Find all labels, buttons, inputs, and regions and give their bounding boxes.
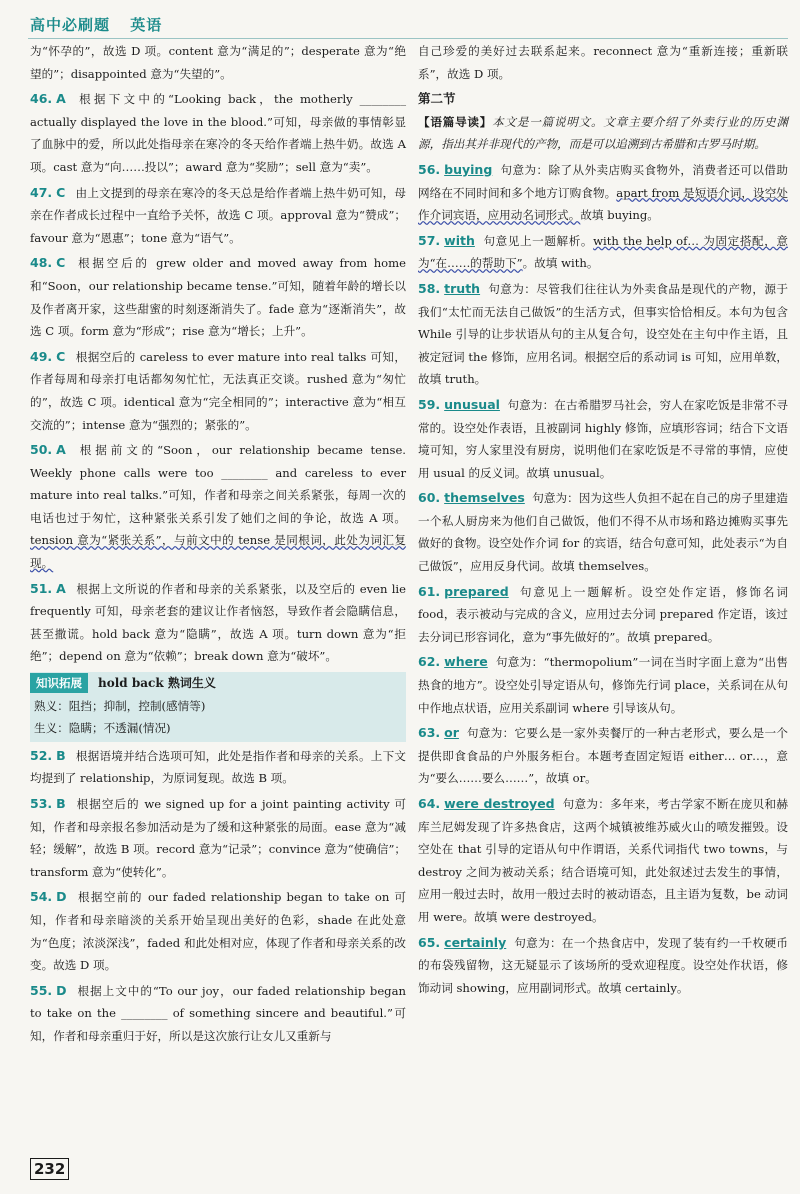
answer-item-53 bbox=[30, 793, 406, 883]
explanation: 句意为：因为这些人负担不起在自己的房子里建造一个私人厨房来为他们自己做饭，他们不得不从市场和路边摊购买事先做好的食物。设空处作介词 for 的宾语，结合句意可知，此处表示“为自己做饭”，应用反身代词。故填 themselves。 bbox=[418, 491, 788, 574]
item-number: 61. bbox=[418, 583, 441, 599]
explanation: 根据空前的 our faded relationship began to take on 可知，作者和母亲暗淡的关系开始呈现出美好的色彩，shade 在此处意为“色度；浓淡深浅”，faded 和此处相对应，体现了作者和母亲关系的改变。故选 D 项。 bbox=[30, 890, 406, 973]
book-title: 高中必刷题 bbox=[30, 16, 111, 34]
explanation: 句意为：它要么是一家外卖餐厅的一种古老形式，要么是一个提供即食食品的户外服务柜台。本题考查固定短语 either… or…，意为“要么……要么……”，故填 or。 bbox=[418, 726, 788, 786]
explanation: 根据空后的 we signed up for a joint painting activity 可知，作者和母亲报名参加活动是为了缓和这种紧张的局面。ease 意为“减轻；缓解”，故选 B 项。record 意为“记录”；convince 意为“使确信”；transform 意为“使转化”。 bbox=[30, 797, 406, 879]
explanation: 句意为：在古希腊罗马社会，穷人在家吃饭是非常不寻常的。设空处作表语，且被副词 highly 修饰，应填形容词；结合下文语境可知，穷人家里没有厨房，说明他们在家吃饭是不寻常的事情，应使用 usual 的反义词。故填 unusual。 bbox=[418, 397, 788, 480]
page-header bbox=[30, 14, 176, 38]
answer-item-62 bbox=[418, 651, 788, 719]
answer-option: D bbox=[56, 982, 67, 998]
item-number: 59. bbox=[418, 396, 441, 412]
answer-word: buying bbox=[444, 161, 493, 177]
item-number: 48. bbox=[30, 255, 53, 271]
item-number: 49. bbox=[30, 348, 53, 364]
item-number: 52. bbox=[30, 747, 53, 763]
explanation: 根据上文所说的作者和母亲的关系紧张，以及空后的 even lie frequently 可知，母亲老套的建议让作者恼怒，导致作者会隐瞒信息，甚至撒谎。hold back 意为“隐瞒”，故选 A 项。turn down 意为“拒绝”；depend on 意为“依赖”；break down 意为“破坏”。 bbox=[30, 581, 406, 664]
underlined-note: with the help of… 为固定搭配，意为“在……的帮助下” bbox=[418, 233, 788, 271]
answer-item-46 bbox=[30, 88, 406, 178]
item-number: 64. bbox=[418, 796, 441, 811]
item-number: 55. bbox=[30, 982, 53, 998]
answer-item-51 bbox=[30, 578, 406, 668]
knowledge-tag: 知识拓展 bbox=[30, 673, 88, 693]
answer-item-61 bbox=[418, 581, 788, 649]
answer-item-54 bbox=[30, 886, 406, 976]
explanation: 句意为：尽管我们往往认为外卖食品是现代的产物，源于我们“太忙而无法自己做饭”的生活方式，但事实恰恰相反。本句为包含 While 引导的让步状语从句的主从复合句，设空处在主句中作主语，且被定冠词 the 修饰，应用名词。根据空后的系动词 is 可知，应用单数，故填 truth。 bbox=[418, 281, 788, 387]
answer-item-52 bbox=[30, 745, 406, 790]
explanation-tail: 。故填 with。 bbox=[522, 256, 599, 271]
underlined-note: tension 意为“紧张关系”，与前文中的 tense 是同根词，此处为词汇复现。 bbox=[30, 533, 406, 571]
right-column bbox=[418, 40, 788, 999]
continued-text: 自己珍爱的美好过去联系起来。reconnect 意为“重新连接；重新联系”，故选 D 项。 bbox=[418, 44, 788, 81]
header-divider bbox=[28, 38, 788, 39]
answer-item-56 bbox=[418, 159, 788, 227]
explanation: 根据下文中的“Looking back，the motherly ________ actually displayed the love in the blood.”可知，母亲做的事情彰显了血脉中的爱，所以此处指母亲在寒冷的冬天给作者端上热牛奶。故选 A 项。cast 意为“向……投以”；award 意为“奖励”；sell 意为“卖”。 bbox=[30, 92, 406, 174]
item-number: 47. bbox=[30, 184, 53, 200]
explanation: 句意见上一题解析。设空处作定语，修饰名词 food，表示被动与完成的含义，应用过去分词 prepared 作定语，该过去分词已形容词化，意为“事先做好的”。故填 prepared。 bbox=[418, 584, 788, 644]
answer-item-58 bbox=[418, 278, 788, 391]
item-number: 51. bbox=[30, 580, 53, 596]
reading-guide bbox=[418, 111, 788, 156]
guide-text: 本文是一篇说明文。文章主要介绍了外卖行业的历史渊源，指出其并非现代的产物，而是可以追溯到古希腊和古罗马时期。 bbox=[418, 114, 788, 152]
explanation: 根据上文中的“To our joy，our faded relationship began to take on the ________ of something sincere and beautiful.”可知，作者和母亲重归于好，所以是这次旅行让女儿又重新与 bbox=[30, 983, 406, 1043]
item-number: 62. bbox=[418, 654, 441, 670]
answer-option: C bbox=[56, 184, 66, 200]
answer-item-57 bbox=[418, 230, 788, 275]
answer-option: B bbox=[56, 747, 66, 763]
item-number: 50. bbox=[30, 442, 53, 458]
answer-word: certainly bbox=[444, 934, 507, 950]
explanation: 根据空后的 careless to ever mature into real talks 可知，作者每周和母亲打电话都匆匆忙忙，无法真正交谈。rushed 意为“匆忙的”，故选 C 项。identical 意为“完全相同的”；interactive 意为“相互交流的”；intense 意为“强烈的；紧张的”。 bbox=[30, 349, 406, 432]
answer-item-50 bbox=[30, 439, 406, 575]
answer-option: C bbox=[56, 255, 66, 271]
left-column bbox=[30, 40, 406, 1048]
answer-option: A bbox=[56, 442, 66, 458]
answer-item-48 bbox=[30, 252, 406, 342]
underlined-note: apart from 是短语介词，设空处作介词宾语，应用动名词形式。 bbox=[418, 185, 788, 223]
explanation: 句意见上一题解析。 bbox=[483, 233, 594, 248]
item-number: 54. bbox=[30, 889, 53, 905]
item-number: 58. bbox=[418, 280, 441, 296]
answer-item-49 bbox=[30, 346, 406, 436]
answer-word: where bbox=[444, 654, 488, 670]
explanation: 由上文提到的母亲在寒冷的冬天总是给作者端上热牛奶可知，母亲在作者成长过程中一直给予关怀，故选 C 项。approval 意为“赞成”；favour 意为“恩惠”；tone 意为“语气”。 bbox=[30, 185, 406, 245]
answer-option: A bbox=[56, 580, 66, 596]
item-number: 57. bbox=[418, 232, 441, 248]
explanation-tail: 故填 buying。 bbox=[580, 208, 659, 223]
item-number: 53. bbox=[30, 796, 53, 811]
answer-item-47 bbox=[30, 182, 406, 250]
answer-option: D bbox=[56, 889, 67, 905]
continued-text: 为“怀孕的”，故选 D 项。content 意为“满足的”；desperate 意为“绝望的”；disappointed 意为“失望的”。 bbox=[30, 44, 406, 81]
answer-item-64 bbox=[418, 793, 788, 929]
item-number: 65. bbox=[418, 934, 441, 950]
answer-word: themselves bbox=[444, 490, 525, 506]
guide-label: 【语篇导读】 bbox=[418, 114, 493, 129]
explanation: 句意为：多年来，考古学家不断在庞贝和赫库兰尼姆发现了许多热食店，这两个城镇被维苏威火山的喷发摧毁。设空处在 that 引导的定语从句中作谓语，关系代词指代 two towns，与 destroy 之间为被动关系；结合语境可知，此处叙述过去发生的事情，应用一般过去时，故用一般过去时的被动语态，且主语为复数，be 动词用 were。故填 were destroyed。 bbox=[418, 797, 789, 924]
answer-option: C bbox=[56, 348, 66, 364]
item-number: 63. bbox=[418, 725, 441, 741]
item-number: 46. bbox=[30, 91, 53, 107]
answer-item-59 bbox=[418, 394, 788, 484]
answer-item-63 bbox=[418, 722, 788, 790]
answer-item-60 bbox=[418, 487, 788, 577]
answer-option: B bbox=[56, 796, 66, 811]
knowledge-heading: hold back 熟词生义 bbox=[98, 676, 216, 691]
answer-word: with bbox=[444, 232, 475, 248]
answer-word: prepared bbox=[444, 583, 509, 599]
section-title: 第二节 bbox=[418, 91, 456, 107]
answer-word: were destroyed bbox=[444, 796, 555, 811]
answer-option: A bbox=[56, 91, 66, 107]
explanation: 句意为：除了从外卖店购买食物外，消费者还可以借助网络在不同时间和多个地方订购食物。 bbox=[418, 162, 788, 200]
knowledge-line: 生义：隐瞒；不透漏(情况) bbox=[34, 721, 171, 736]
answer-word: unusual bbox=[444, 396, 500, 412]
knowledge-box-title bbox=[30, 672, 406, 695]
explanation: 根据前文的“Soon，our relationship became tense. Weekly phone calls were too ________ and careless to ever mature into real talks.”可知，作者和母亲之间关系紧张，每周一次的电话也过于匆忙，这种紧张关系引发了她们之间的争论，故选 A 项。 bbox=[30, 443, 406, 525]
subject-label: 英语 bbox=[130, 16, 163, 34]
item-number: 60. bbox=[418, 490, 441, 506]
item-number: 56. bbox=[418, 161, 441, 177]
explanation: 根据语境并结合选项可知，此处是指作者和母亲的关系。上下文均提到了 relationship，为原词复现。故选 B 项。 bbox=[30, 748, 406, 786]
answer-item-55 bbox=[30, 980, 406, 1048]
answer-item-65 bbox=[418, 932, 788, 1000]
answer-word: or bbox=[444, 725, 459, 741]
explanation: 句意为：“thermopolium”一词在当时字面上意为“出售热食的地方”。设空处引导定语从句，修饰先行词 place，关系词在从句中作地点状语，应用关系副词 where 引导该从句。 bbox=[418, 655, 788, 715]
explanation: 根据空后的 grew older and moved away from home 和“Soon，our relationship became tense.”可知，随着年龄的增长以及作者离开家，这些甜蜜的时刻逐渐消失了。fade 意为“逐渐消失”，故选 C 项。form 意为“形成”；rise 意为“增长；上升”。 bbox=[30, 256, 406, 339]
page-number: 232 bbox=[30, 1158, 69, 1180]
knowledge-box bbox=[30, 672, 406, 742]
answer-word: truth bbox=[444, 280, 481, 296]
knowledge-line: 熟义：阻挡；抑制，控制(感情等) bbox=[34, 698, 206, 713]
explanation: 句意为：在一个热食店中，发现了装有约一千枚硬币的布袋残留物，这无疑显示了该场所的受欢迎程度。设空处作状语，修饰动词 showing，应用副词形式。故填 certainly。 bbox=[418, 935, 788, 995]
